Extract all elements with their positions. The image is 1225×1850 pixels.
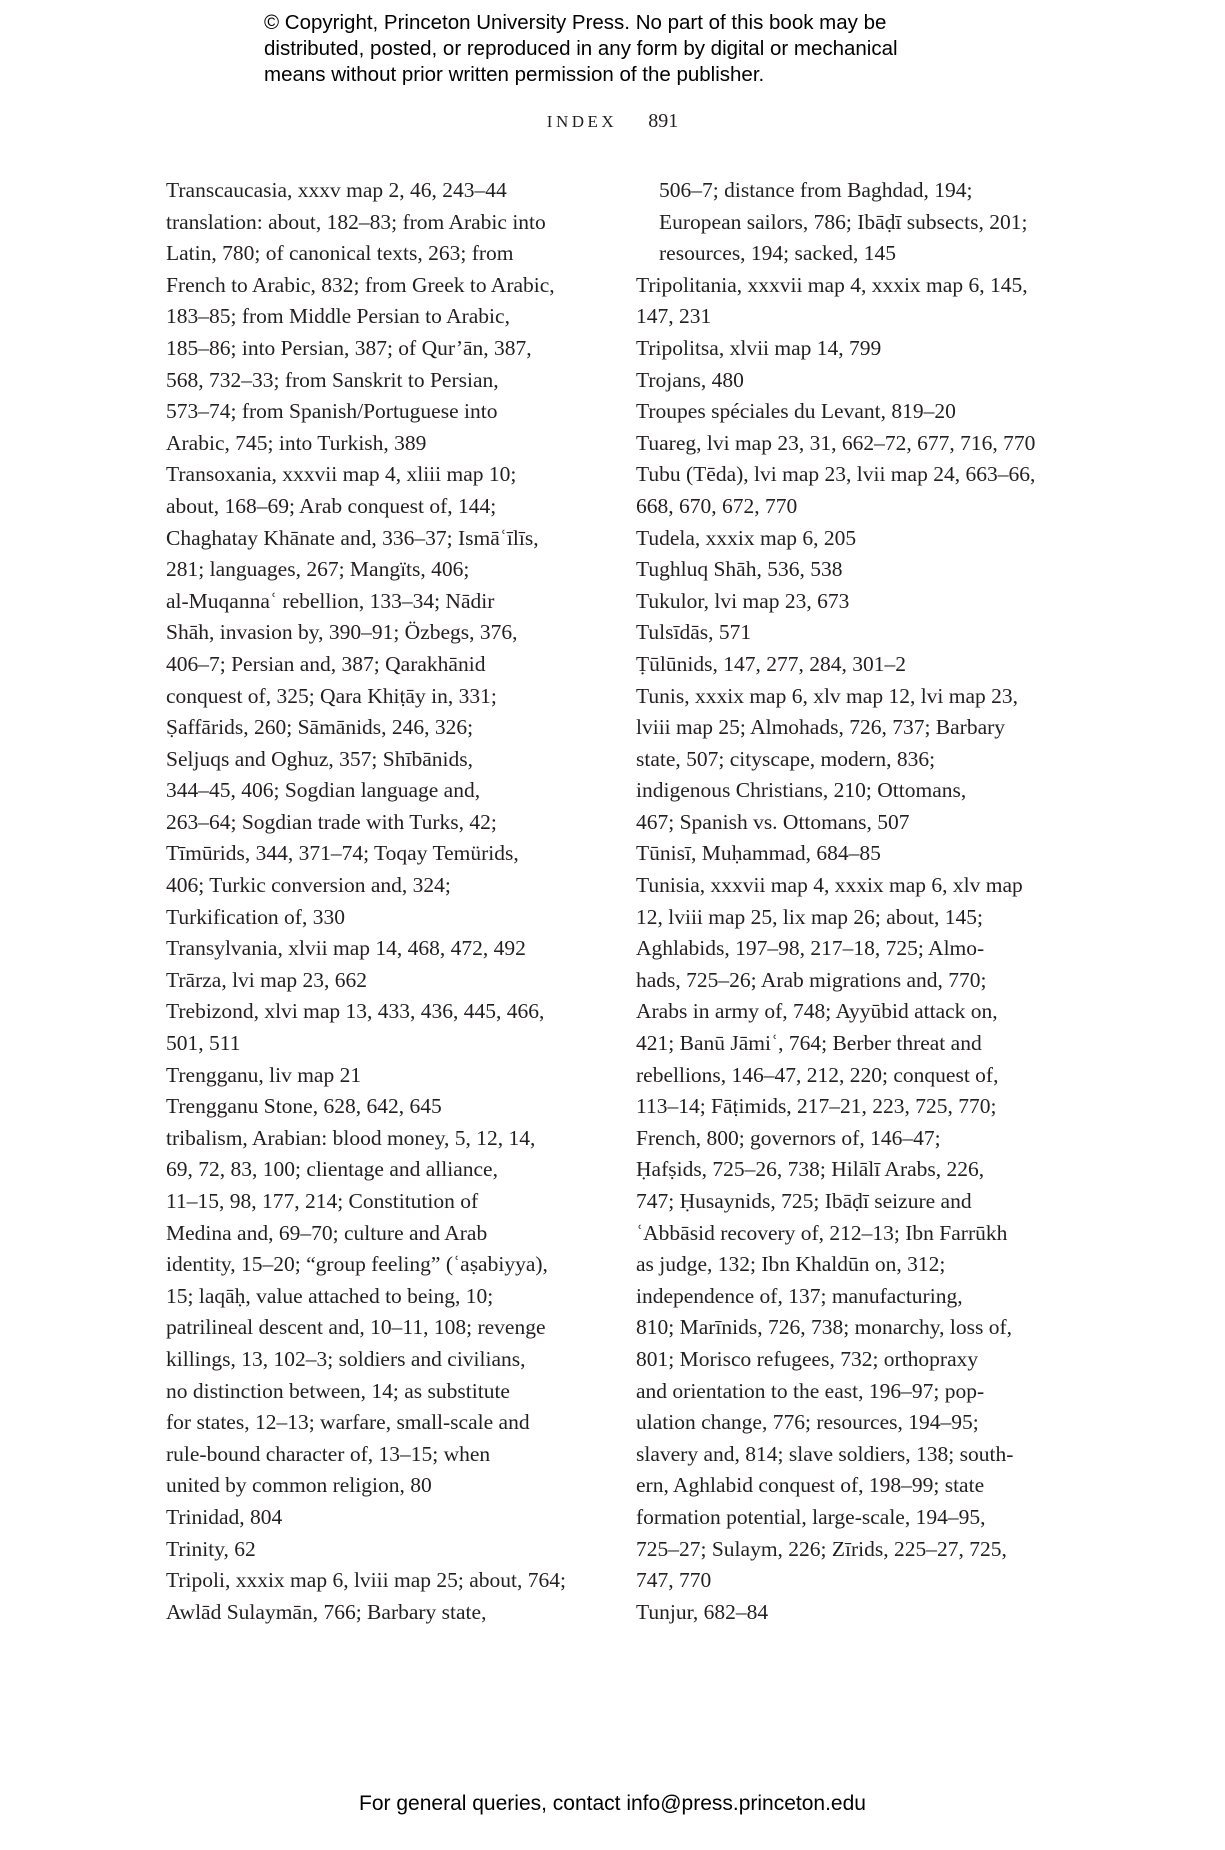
index-entry-line: Transylvania, xlvii map 14, 468, 472, 492 bbox=[166, 936, 526, 961]
index-entry-line: 501, 511 bbox=[166, 1031, 241, 1056]
index-entry bbox=[636, 870, 1066, 1597]
index-entry-line: 801; Morisco refugees, 732; orthopraxy bbox=[636, 1346, 979, 1371]
index-entry bbox=[166, 1123, 591, 1502]
index-entry-line: formation potential, large-scale, 194–95, bbox=[636, 1504, 986, 1529]
index-entry-line: Ḥafṣids, 725–26, 738; Hilālī Arabs, 226, bbox=[636, 1157, 985, 1182]
index-entry-line: Tripolitsa, xlvii map 14, 799 bbox=[636, 335, 882, 360]
index-entry-line: rebellions, 146–47, 212, 220; conquest of, bbox=[636, 1062, 999, 1087]
index-entry-line: Tunisia, xxxvii map 4, xxxix map 6, xlv map bbox=[636, 873, 1023, 898]
index-entry bbox=[636, 617, 1066, 649]
index-entry-line: lviii map 25; Almohads, 726, 737; Barbary bbox=[636, 715, 1006, 740]
index-entry-line: Tubu (Tēda), lvi map 23, lvii map 24, 663–66, bbox=[636, 462, 1036, 487]
index-entry bbox=[636, 396, 1066, 428]
footer-contact: For general queries, contact info@press.princeton.edu bbox=[359, 1792, 866, 1815]
index-entry-line: 406–7; Persian and, 387; Qarakhānid bbox=[166, 651, 486, 676]
index-entry-line: 668, 670, 672, 770 bbox=[636, 493, 798, 518]
index-entry bbox=[636, 681, 1066, 839]
index-entry-line: as judge, 132; Ibn Khaldūn on, 312; bbox=[636, 1252, 946, 1277]
index-entry-line: 183–85; from Middle Persian to Arabic, bbox=[166, 304, 510, 329]
index-entry bbox=[636, 175, 1066, 270]
index-entry bbox=[166, 459, 591, 933]
index-entry-line: 185–86; into Persian, 387; of Qur’ān, 387, bbox=[166, 335, 532, 360]
index-entry-line: ulation change, 776; resources, 194–95; bbox=[636, 1410, 979, 1435]
index-entry-line: no distinction between, 14; as substitute bbox=[166, 1378, 510, 1403]
index-entry-line: Seljuqs and Oghuz, 357; Shībānids, bbox=[166, 746, 473, 771]
index-entry-line: 406; Turkic conversion and, 324; bbox=[166, 873, 451, 898]
index-entry-line: patrilineal descent and, 10–11, 108; revenge bbox=[166, 1315, 546, 1340]
index-entry bbox=[166, 1502, 591, 1534]
index-entry-line: Trinidad, 804 bbox=[166, 1504, 283, 1529]
index-entry bbox=[166, 207, 591, 460]
index-entry-line: 568, 732–33; from Sanskrit to Persian, bbox=[166, 367, 499, 392]
index-entry bbox=[166, 933, 591, 965]
index-entry-line: Ṣaffārids, 260; Sāmānids, 246, 326; bbox=[166, 715, 474, 740]
index-entry-line: French, 800; governors of, 146–47; bbox=[636, 1125, 941, 1150]
index-entry-line: 12, lviii map 25, lix map 26; about, 145; bbox=[636, 904, 983, 929]
index-entry bbox=[636, 1597, 1066, 1629]
index-entry-line: Aghlabids, 197–98, 217–18, 725; Almo- bbox=[636, 936, 985, 961]
index-entry-line: 421; Banū Jāmiʿ, 764; Berber threat and bbox=[636, 1031, 982, 1056]
index-entry-line: Trinity, 62 bbox=[166, 1536, 256, 1561]
copyright-line: distributed, posted, or reproduced in any form by digital or mechanical bbox=[264, 37, 898, 60]
index-entry-line: about, 168–69; Arab conquest of, 144; bbox=[166, 493, 497, 518]
index-entry-line: Tunis, xxxix map 6, xlv map 12, lvi map 23, bbox=[636, 683, 1019, 708]
index-entry-line: 113–14; Fāṭimids, 217–21, 223, 725, 770; bbox=[636, 1094, 997, 1119]
index-entry-line: 11–15, 98, 177, 214; Constitution of bbox=[166, 1189, 479, 1213]
index-entry-line: European sailors, 786; Ibāḍī subsects, 201; bbox=[659, 209, 1028, 234]
copyright-notice bbox=[264, 10, 1024, 88]
index-entry-line: resources, 194; sacked, 145 bbox=[659, 241, 897, 266]
index-entry-line: state, 507; cityscape, modern, 836; bbox=[636, 746, 936, 771]
index-entry-line: and orientation to the east, 196–97; pop- bbox=[636, 1378, 985, 1403]
index-entry-line: 344–45, 406; Sogdian language and, bbox=[166, 778, 481, 803]
index-entry-line: independence of, 137; manufacturing, bbox=[636, 1283, 963, 1308]
index-entry-line: Trengganu, liv map 21 bbox=[166, 1062, 362, 1087]
index-entry-line: 281; languages, 267; Mangïts, 406; bbox=[166, 557, 470, 582]
index-entry-line: Arabic, 745; into Turkish, 389 bbox=[166, 430, 427, 455]
index-entry-line: Tuareg, lvi map 23, 31, 662–72, 677, 716, 770 bbox=[636, 430, 1036, 455]
index-entry bbox=[166, 1091, 591, 1123]
index-entry-line: al-Muqannaʿ rebellion, 133–34; Nādir bbox=[166, 588, 495, 613]
index-entry-line: Tulsīdās, 571 bbox=[636, 620, 752, 645]
index-entry-line: Tīmūrids, 344, 371–74; Toqay Temürids, bbox=[166, 841, 519, 866]
copyright-line: means without prior written permission of the publisher. bbox=[264, 63, 765, 86]
index-entry bbox=[166, 1534, 591, 1566]
index-entry-line: 810; Marīnids, 726, 738; monarchy, loss of, bbox=[636, 1315, 1013, 1340]
index-entry-line: conquest of, 325; Qara Khiṭāy in, 331; bbox=[166, 683, 497, 708]
index-entry-line: Transoxania, xxxvii map 4, xliii map 10; bbox=[166, 462, 517, 487]
index-entry-line: united by common religion, 80 bbox=[166, 1473, 432, 1498]
index-entry bbox=[636, 523, 1066, 555]
index-entry-line: ʿAbbāsid recovery of, 212–13; Ibn Farrūkh bbox=[636, 1220, 1008, 1245]
index-entry bbox=[636, 554, 1066, 586]
index-entry-line: identity, 15–20; “group feeling” (ʿaṣabiyya), bbox=[166, 1252, 548, 1277]
index-entry-line: Trebizond, xlvi map 13, 433, 436, 445, 466, bbox=[166, 999, 545, 1024]
index-entry-line: Trojans, 480 bbox=[636, 367, 744, 392]
index-entry bbox=[636, 333, 1066, 365]
index-entry-line: Tughluq Shāh, 536, 538 bbox=[636, 557, 843, 582]
index-entry-line: Latin, 780; of canonical texts, 263; from bbox=[166, 241, 514, 266]
index-entry-line: 725–27; Sulaym, 226; Zīrids, 225–27, 725, bbox=[636, 1536, 1007, 1561]
index-entry-line: translation: about, 182–83; from Arabic into bbox=[166, 209, 546, 234]
index-entry-line: Trārza, lvi map 23, 662 bbox=[166, 967, 368, 992]
index-entry-line: 747, 770 bbox=[636, 1568, 712, 1593]
index-entry-line: killings, 13, 102–3; soldiers and civilians, bbox=[166, 1346, 526, 1371]
index-entry bbox=[166, 996, 591, 1059]
index-entry bbox=[636, 428, 1066, 460]
index-entry-line: Shāh, invasion by, 390–91; Özbegs, 376, bbox=[166, 620, 518, 645]
index-entry-line: 15; laqāḥ, value attached to being, 10; bbox=[166, 1283, 494, 1308]
index-entry-line: Tunjur, 682–84 bbox=[636, 1599, 769, 1624]
index-entry-line: Tripoli, xxxix map 6, lviii map 25; about, 764; bbox=[166, 1568, 566, 1593]
index-entry-line: 747; Ḥusaynids, 725; Ibāḍī seizure and bbox=[636, 1189, 972, 1213]
index-entry-line: 69, 72, 83, 100; clientage and alliance, bbox=[166, 1157, 498, 1182]
index-entry bbox=[166, 1060, 591, 1092]
running-head bbox=[0, 110, 1225, 133]
index-entry-line: Turkification of, 330 bbox=[166, 904, 345, 929]
index-entry-line: indigenous Christians, 210; Ottomans, bbox=[636, 778, 967, 803]
index-entry-line: slavery and, 814; slave soldiers, 138; south- bbox=[636, 1441, 1014, 1466]
index-entry-line: ern, Aghlabid conquest of, 198–99; state bbox=[636, 1473, 985, 1498]
index-entry bbox=[166, 965, 591, 997]
index-entry-line: Tripolitania, xxxvii map 4, xxxix map 6, 145, bbox=[636, 272, 1028, 297]
index-entry-line: 573–74; from Spanish/Portuguese into bbox=[166, 399, 498, 424]
copyright-line: © Copyright, Princeton University Press. No part of this book may be bbox=[264, 11, 887, 34]
index-entry-line: for states, 12–13; warfare, small-scale and bbox=[166, 1410, 530, 1435]
index-column-left bbox=[166, 175, 591, 1628]
index-entry bbox=[636, 649, 1066, 681]
index-entry-line: Medina and, 69–70; culture and Arab bbox=[166, 1220, 488, 1245]
index-entry-line: Trengganu Stone, 628, 642, 645 bbox=[166, 1094, 442, 1119]
index-entry bbox=[166, 175, 591, 207]
index-entry-line: tribalism, Arabian: blood money, 5, 12, 14, bbox=[166, 1125, 536, 1150]
index-entry-line: Transcaucasia, xxxv map 2, 46, 243–44 bbox=[166, 178, 507, 202]
index-entry bbox=[636, 270, 1066, 333]
index-entry-line: Tukulor, lvi map 23, 673 bbox=[636, 588, 850, 613]
index-entry bbox=[636, 459, 1066, 522]
index-entry bbox=[636, 365, 1066, 397]
index-entry-line: Arabs in army of, 748; Ayyūbid attack on, bbox=[636, 999, 998, 1024]
index-entry-line: 263–64; Sogdian trade with Turks, 42; bbox=[166, 809, 497, 834]
index-entry bbox=[636, 586, 1066, 618]
index-entry bbox=[636, 838, 1066, 870]
index-column-right bbox=[636, 175, 1066, 1628]
index-entry-line: Chaghatay Khānate and, 336–37; Ismāʿīlīs, bbox=[166, 525, 539, 550]
index-entry-line: Tudela, xxxix map 6, 205 bbox=[636, 525, 857, 550]
index-entry bbox=[166, 1565, 591, 1628]
index-entry-line: rule-bound character of, 13–15; when bbox=[166, 1441, 491, 1466]
index-entry-line: hads, 725–26; Arab migrations and, 770; bbox=[636, 967, 987, 992]
index-entry-line: Tūnisī, Muḥammad, 684–85 bbox=[636, 841, 881, 866]
index-entry-line: Troupes spéciales du Levant, 819–20 bbox=[636, 399, 956, 424]
index-entry-line: 467; Spanish vs. Ottomans, 507 bbox=[636, 809, 910, 834]
index-entry-line: Ṭūlūnids, 147, 277, 284, 301–2 bbox=[636, 651, 906, 676]
index-entry-line: French to Arabic, 832; from Greek to Arabic, bbox=[166, 272, 555, 297]
running-head-label: INDEX bbox=[546, 112, 618, 131]
index-entry-line: 506–7; distance from Baghdad, 194; bbox=[659, 178, 973, 202]
index-entry-line: 147, 231 bbox=[636, 304, 712, 329]
index-entry-line: Awlād Sulaymān, 766; Barbary state, bbox=[166, 1599, 487, 1624]
page-number: 891 bbox=[648, 110, 679, 132]
